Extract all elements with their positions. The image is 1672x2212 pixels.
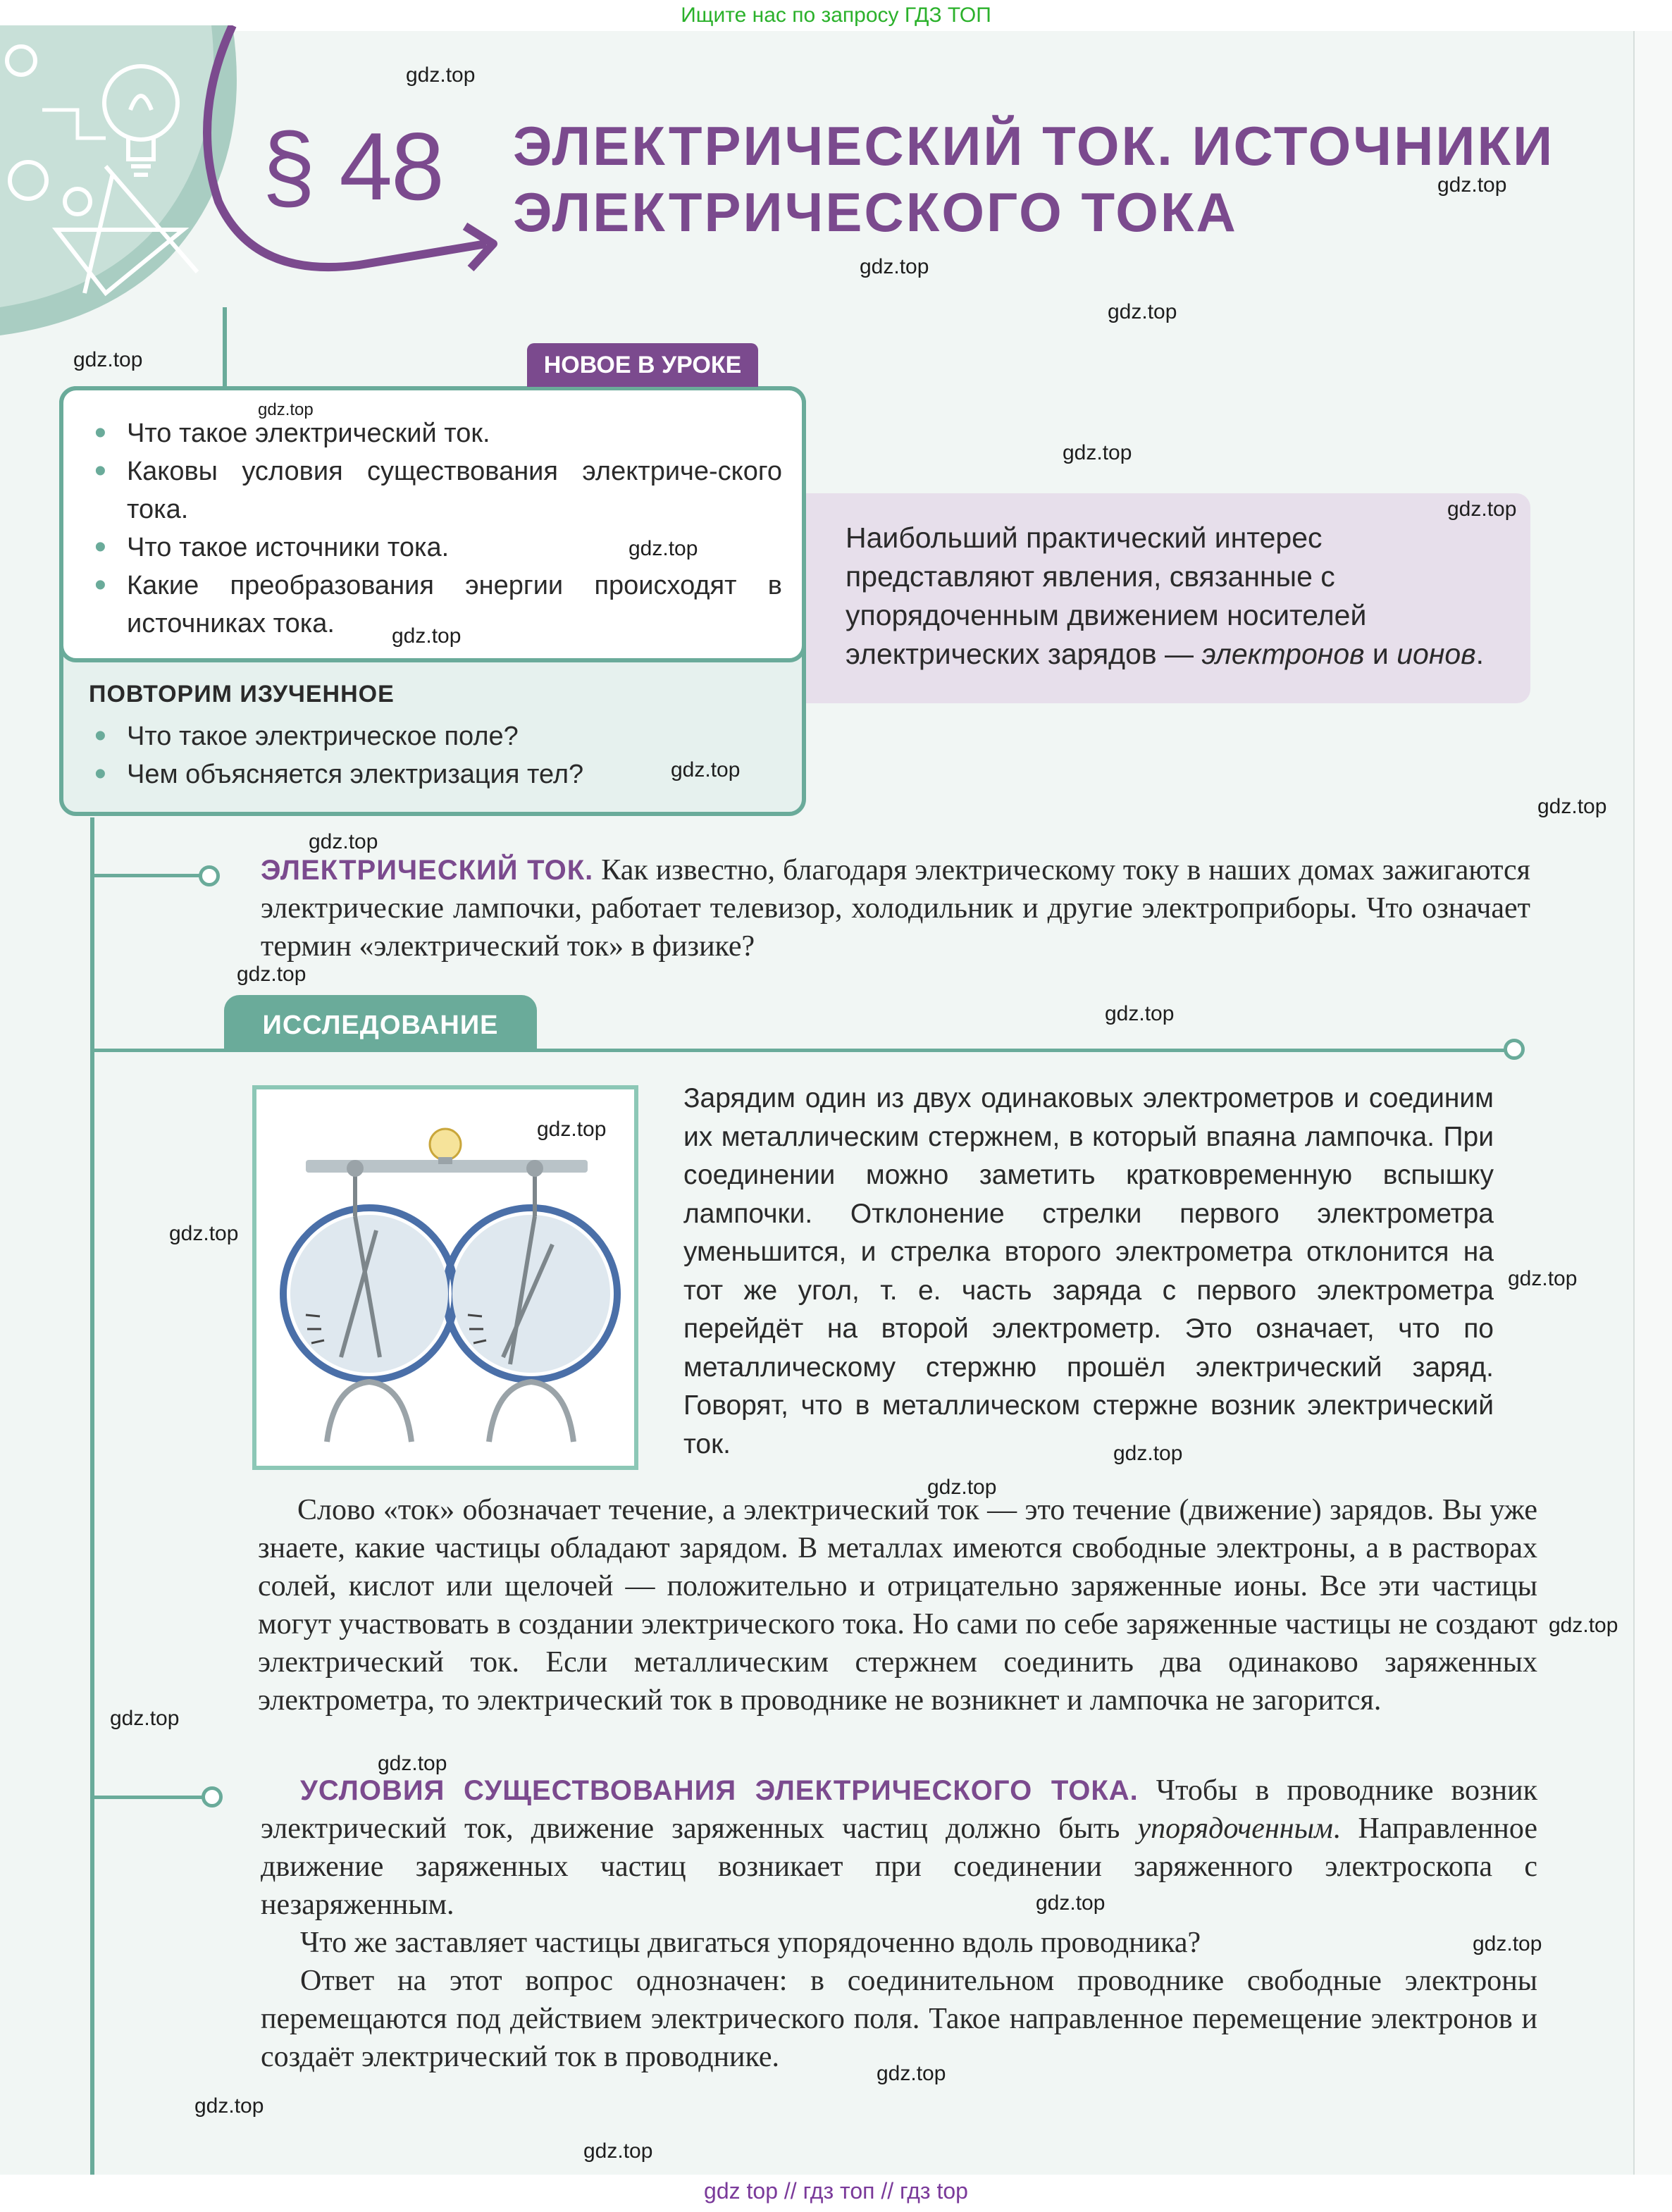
watermark: gdz.top — [258, 400, 314, 419]
paragraph-current-definition: Слово «ток» обозначает течение, а электрический ток — это течение (движение) зарядов. Вы уже знаете, какие частицы обладают зарядом. В металлах имеются свободные электроны, а в растворах солей, кислот или щелочей — положительно и отрицательно заряженные ионы. Все эти частицы могут участвовать в создании электрического тока. Но сами по себе заряженные частицы не создают электрический ток. Если металлическим стержнем соединить два одинаково заряженных электрометра, то электрический ток в проводнике не возникнет и лампочка не загорится. — [258, 1494, 1537, 1717]
section-answer: Ответ на этот вопрос однозначен: в соединительном проводнике свободные электроны перемещаются под действием электрического поля. Такое направленное перемещение электронов и создаёт электрический ток в проводнике. — [261, 1965, 1537, 2073]
section-question: Что же заставляет частицы двигаться упорядоченно вдоль проводника? — [300, 1927, 1201, 1959]
study-divider-line — [90, 1049, 1512, 1052]
section-conditions — [261, 1772, 1537, 2076]
electrometer-photo — [252, 1085, 638, 1470]
page-title — [513, 113, 1554, 245]
list-item: • Что такое электрическое поле? — [85, 717, 782, 755]
section-term-ordered: упорядоченным — [1137, 1812, 1333, 1845]
watermark: gdz.top — [628, 537, 698, 560]
watermark: gdz.top — [194, 2094, 264, 2118]
watermark: gdz.top — [309, 830, 378, 853]
watermark: gdz.top — [378, 1752, 447, 1775]
repeat-label: ПОВТОРИМ ИЗУЧЕННОЕ — [89, 681, 395, 708]
top-banner[interactable]: Ищите нас по запросу ГДЗ ТОП — [0, 0, 1672, 31]
watermark: gdz.top — [877, 2062, 946, 2085]
page-binding-edge — [1633, 25, 1672, 2175]
study-text: Зарядим один из двух одинаковых электрометров и соединим их металлическим стержнем, в который впаяна лампочка. При соединении можно заметить кратковременную вспышку лампочки. Отклонение стрелки первого электрометра уменьшится, и стрелка второго электрометра отклонится на тот же угол, т. е. часть заряда с первого электрометра перейдёт на второй электрометр. Это означает, что по металлическому стержню прошёл электрический заряд. Говорят, что в металлическом стержне возник электрический ток. — [683, 1083, 1494, 1459]
section-text: . Направленное движение заряженных частиц возникает при соединении заряженного электроскопа с незаряженным. — [261, 1812, 1537, 1921]
section-connector-line — [90, 874, 204, 877]
list-item: • Что такое источники тока. — [85, 529, 782, 567]
watermark: gdz.top — [1537, 795, 1607, 818]
watermark: gdz.top — [73, 348, 143, 371]
watermark: gdz.top — [860, 255, 929, 278]
study-label: ИССЛЕДОВАНИЕ — [224, 995, 537, 1051]
watermark: gdz.top — [1036, 1891, 1106, 1915]
watermark: gdz.top — [237, 963, 306, 986]
section-marker-icon — [202, 1786, 223, 1808]
new-in-lesson-label: НОВОЕ В УРОКЕ — [527, 343, 758, 387]
watermark: gdz.top — [169, 1222, 239, 1245]
bottom-banner[interactable]: gdz top // гдз топ // гдз top — [0, 2175, 1672, 2212]
callout-term-ions: ионов — [1397, 638, 1476, 670]
study-divider-end-icon — [1504, 1039, 1525, 1060]
watermark: gdz.top — [583, 2139, 653, 2163]
section-marker-icon — [199, 865, 220, 886]
callout-end: . — [1475, 638, 1484, 670]
watermark: gdz.top — [1447, 498, 1517, 521]
watermark: gdz.top — [1108, 300, 1177, 323]
watermark: gdz.top — [110, 1707, 180, 1730]
callout-text: Наибольший практический интерес представляют явления, связанные с упорядоченным движением носителей электрических зарядов — — [846, 521, 1367, 670]
watermark: gdz.top — [1437, 173, 1507, 197]
watermark: gdz.top — [537, 1118, 607, 1141]
new-in-lesson-list — [85, 414, 782, 643]
watermark: gdz.top — [406, 63, 476, 87]
section-heading: УСЛОВИЯ СУЩЕСТВОВАНИЯ ЭЛЕКТРИЧЕСКОГО ТОКА. — [300, 1775, 1139, 1806]
watermark: gdz.top — [1549, 1614, 1618, 1637]
sidebar-vertical-line — [90, 817, 94, 2175]
sidebar-top-connector — [223, 307, 227, 386]
section-connector-line — [90, 1796, 207, 1799]
list-item: • Каковы условия существования электриче-ского тока. — [85, 452, 782, 529]
watermark: gdz.top — [1113, 1442, 1183, 1465]
electrometers-image — [256, 1089, 634, 1466]
title-line-2: ЭЛЕКТРИЧЕСКОГО ТОКА — [513, 181, 1238, 243]
watermark: gdz.top — [1508, 1267, 1578, 1290]
section-text: Как известно, благодаря электрическому току в наших домах зажигаются электрические лампочки, работает телевизор, холодильник и другие электроприборы. Что означает термин «электрический ток» в физике? — [261, 854, 1530, 963]
section-text: Чтобы в проводнике возник электрический ток, движение заряженных частиц должно быть — [261, 1774, 1537, 1845]
callout-box — [817, 493, 1530, 703]
title-line-1: ЭЛЕКТРИЧЕСКИЙ ТОК. ИСТОЧНИКИ — [513, 115, 1555, 177]
watermark: gdz.top — [927, 1476, 997, 1499]
section-heading: ЭЛЕКТРИЧЕСКИЙ ТОК. — [261, 855, 594, 886]
watermark: gdz.top — [1473, 1932, 1542, 1955]
watermark: gdz.top — [392, 624, 462, 648]
list-item: • Что такое электрический ток. — [85, 414, 782, 452]
paragraph-number: § 48 — [262, 113, 443, 220]
watermark: gdz.top — [1063, 441, 1132, 464]
callout-term-electrons: электронов — [1201, 638, 1365, 670]
list-item: • Чем объясняется электризация тел? — [85, 755, 782, 793]
list-item: • Какие преобразования энергии происходят в источниках тока. — [85, 567, 782, 643]
watermark: gdz.top — [671, 758, 741, 781]
callout-connector: и — [1364, 638, 1397, 670]
watermark: gdz.top — [1105, 1002, 1175, 1025]
section-electric-current — [261, 851, 1530, 965]
